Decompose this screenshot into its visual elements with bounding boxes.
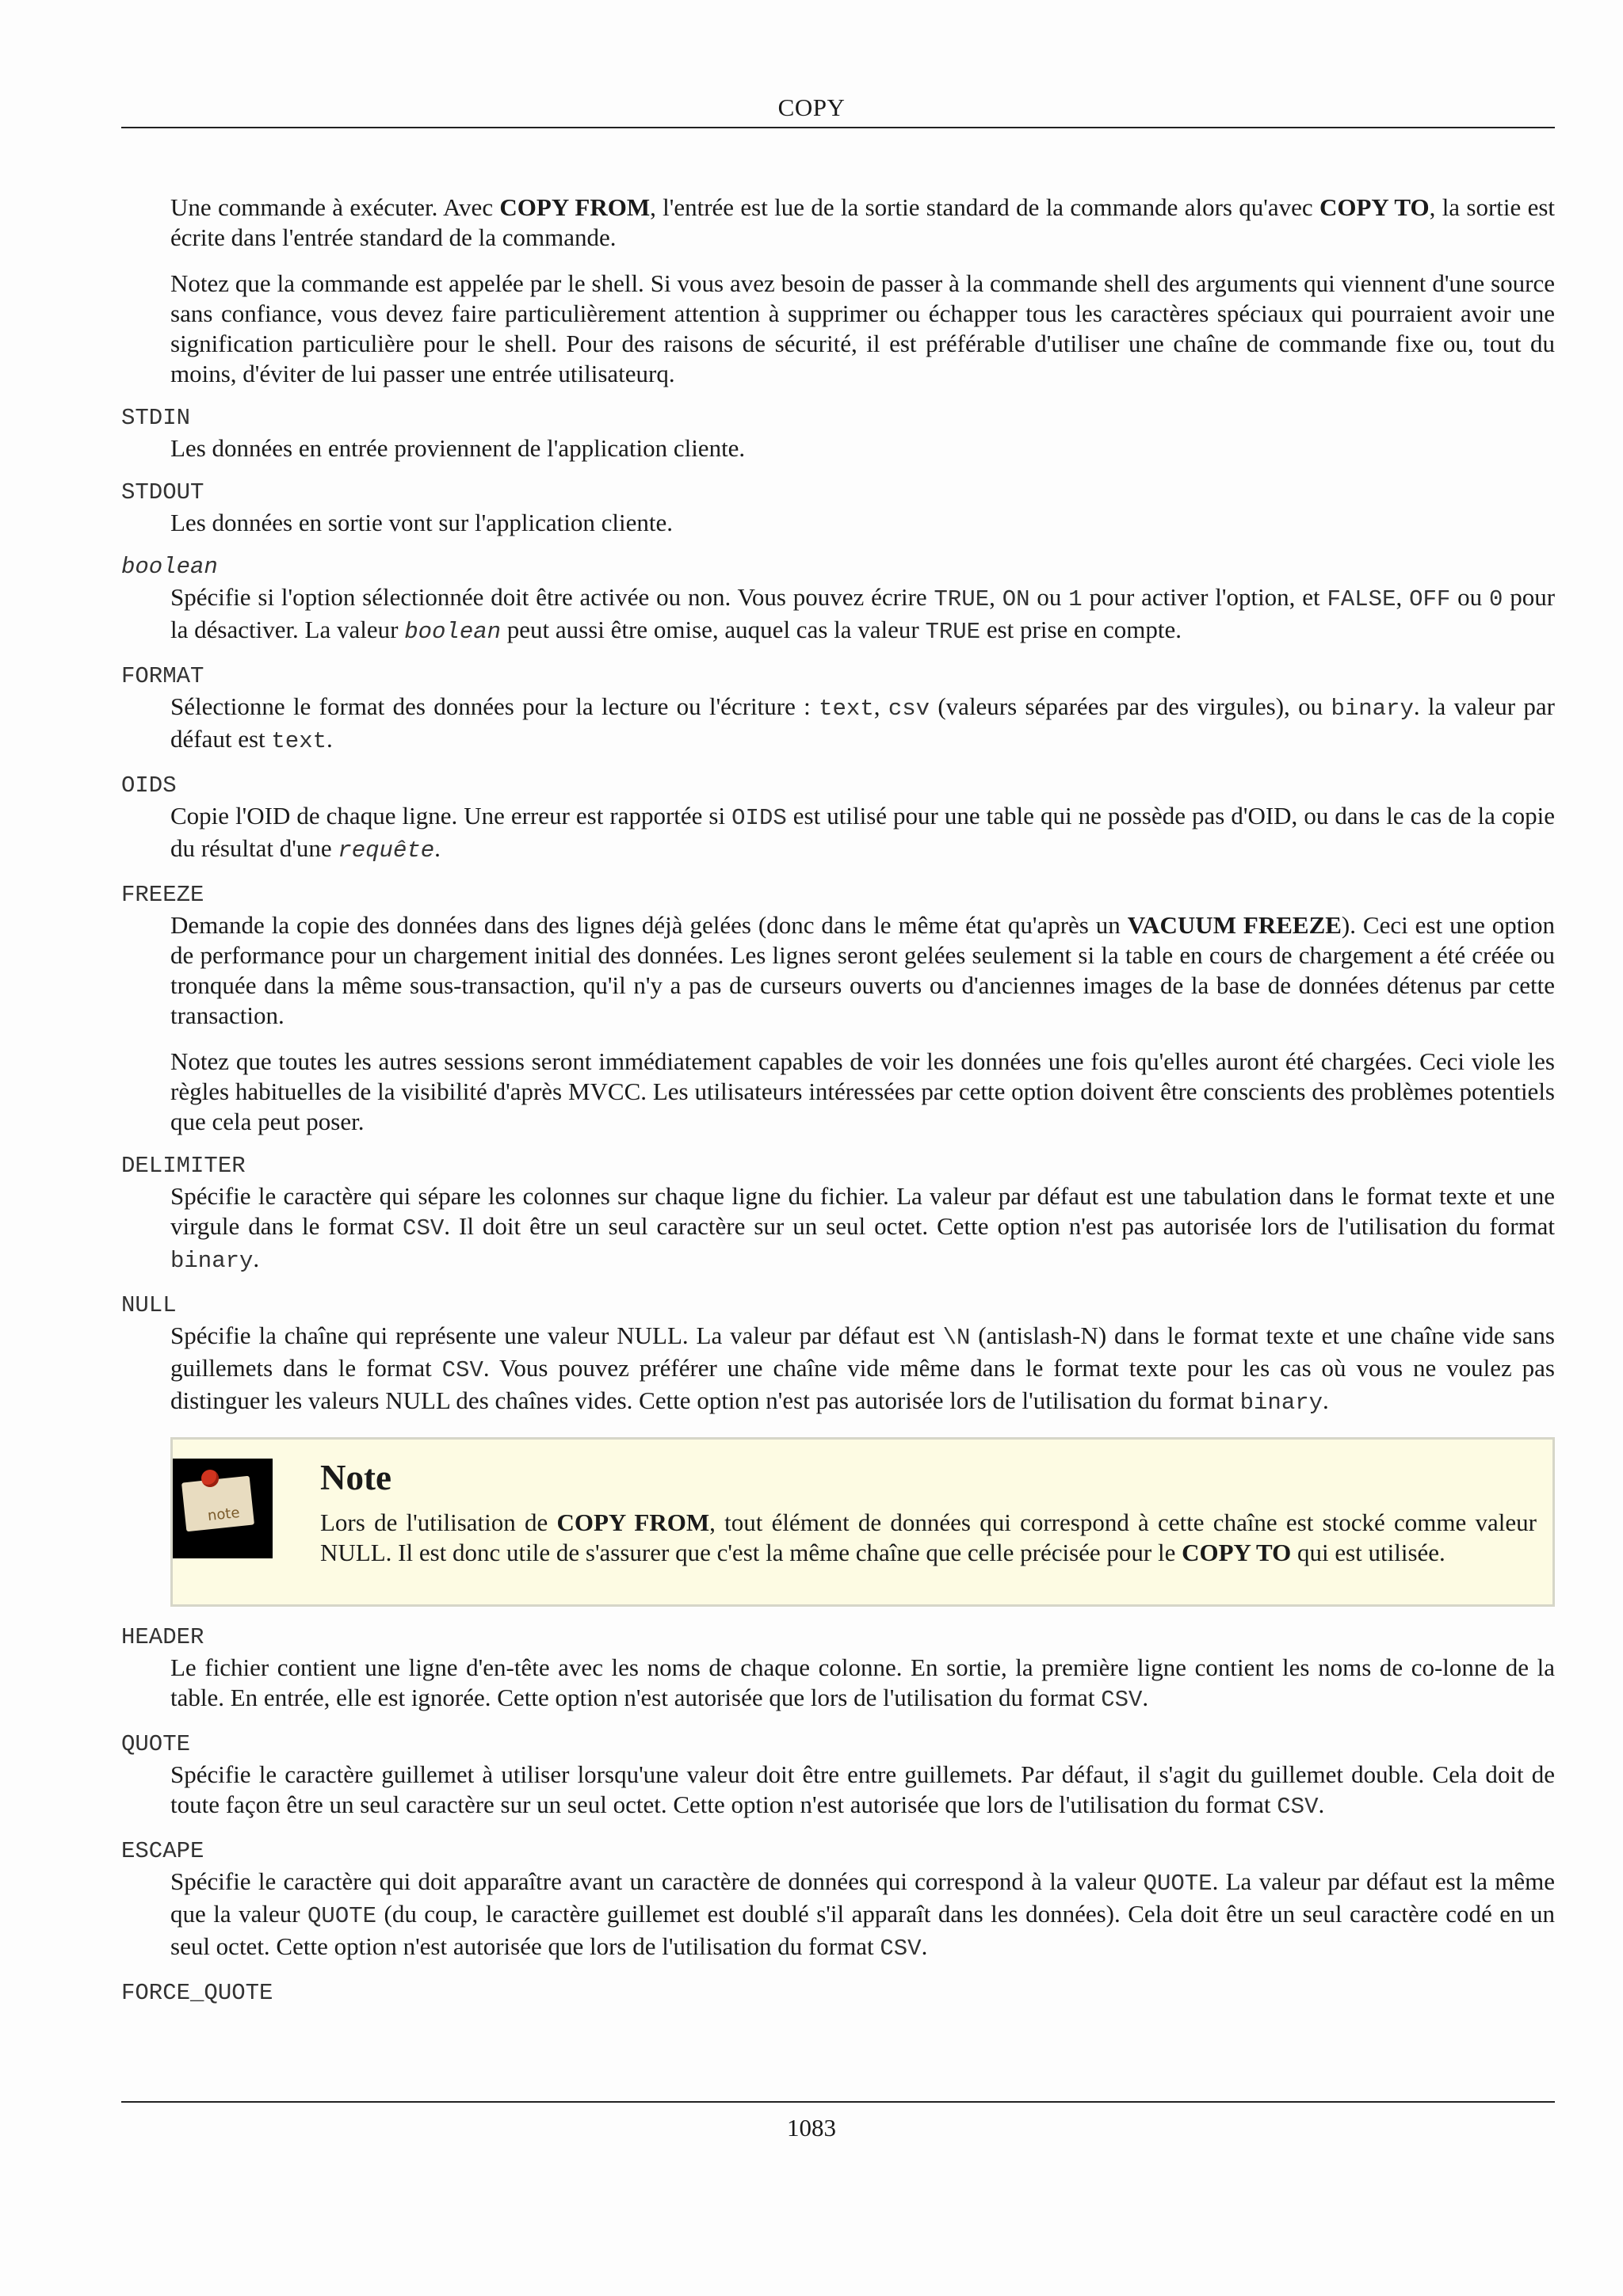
term-stdin: STDIN xyxy=(121,405,191,431)
desc-format: Sélectionne le format des données pour la lecture ou l'écriture : text, csv (valeurs séparées par des virgules), ou binary. la valeur par défaut est text. xyxy=(170,692,1555,754)
note-icon-label: note xyxy=(206,1504,241,1525)
header-rule xyxy=(121,127,1555,128)
desc-freeze-2: Notez que toutes les autres sessions seront immédiatement capables de voir les données une fois qu'elles auront été chargées. Ceci viole les règles habituelles de la visibilité d'après MVCC. Les utilisateurs intéressées par cette option doivent être conscients des problèmes potentiels que cela peut poser. xyxy=(170,1047,1555,1135)
intro-paragraph-1: Une commande à exécuter. Avec COPY FROM, l'entrée est lue de la sortie standard de la commande alors qu'avec COPY TO, la sortie est écrite dans l'entrée standard de la commande. xyxy=(170,193,1556,251)
note-box xyxy=(170,1437,1555,1607)
desc-oids: Copie l'OID de chaque ligne. Une erreur est rapportée si OIDS est utilisé pour une table qui ne possède pas d'OID, ou dans le cas de la copie du résultat d'une requête. xyxy=(170,802,1556,864)
pushpin-icon xyxy=(201,1470,219,1487)
running-header: COPY xyxy=(777,93,846,121)
term-oids: OIDS xyxy=(121,772,177,799)
desc-header: Le fichier contient une ligne d'en-tête avec les noms de chaque colonne. En sortie, la première ligne contient les noms de co-lonne de la table. En entrée, elle est ignorée. Cette option n'est autorisée que lors de l'utilisation du format CSV. xyxy=(170,1653,1555,1713)
desc-stdout: Les données en sortie vont sur l'application cliente. xyxy=(170,509,674,536)
term-null: NULL xyxy=(121,1292,177,1318)
note-title: Note xyxy=(320,1458,391,1497)
term-escape: ESCAPE xyxy=(121,1838,204,1864)
note-icon xyxy=(173,1459,273,1558)
term-force-quote: FORCE_QUOTE xyxy=(121,1980,273,2006)
document-body xyxy=(121,193,1555,2008)
desc-escape: Spécifie le caractère qui doit apparaître avant un caractère de données qui correspond à la valeur QUOTE. La valeur par défaut est la même que la valeur QUOTE (du coup, le caractère guillemet est doublé s'il apparaît dans les données). Cela doit être un seul caractère codé en un seul octet. Cette option n'est autorisée que lors de l'utilisation du format CSV. xyxy=(170,1867,1556,1962)
footer-rule xyxy=(121,2101,1555,2103)
desc-boolean: Spécifie si l'option sélectionnée doit être activée ou non. Vous pouvez écrire TRUE, ON ou 1 pour activer l'option, et FALSE, OFF ou 0 pour la désactiver. La valeur boolean peut aussi être omise, auquel cas la valeur TRUE est prise en compte. xyxy=(170,583,1556,645)
term-freeze: FREEZE xyxy=(121,882,204,908)
term-stdout: STDOUT xyxy=(121,479,204,505)
page-number: 1083 xyxy=(787,2114,836,2142)
term-header: HEADER xyxy=(121,1624,204,1650)
term-delimiter: DELIMITER xyxy=(121,1153,246,1179)
term-boolean: boolean xyxy=(121,554,218,580)
desc-delimiter: Spécifie le caractère qui sépare les colonnes sur chaque ligne du fichier. La valeur par défaut est une tabulation dans le format texte et une virgule dans le format CSV. Il doit être un seul caractère sur un seul octet. Cette option n'est pas autorisée lors de l'utilisation du format binary. xyxy=(170,1182,1556,1274)
desc-null: Spécifie la chaîne qui représente une valeur NULL. La valeur par défaut est \N (antislash-N) dans le format texte et une chaîne vide sans guillemets dans le format CSV. Vous pouvez préférer une chaîne vide même dans le format texte pour les cas où vous ne voulez pas distinguer les valeurs NULL des chaînes vides. Cette option n'est pas autorisée lors de l'utilisation du format binary. xyxy=(170,1322,1555,1416)
intro-paragraph-2: Notez que la commande est appelée par le shell. Si vous avez besoin de passer à la commande shell des arguments qui viennent d'une source sans confiance, vous devez faire particulièrement attention à supprimer ou échapper tous les caractères spéciaux qui pourraient avoir une signification particulière pour le shell. Pour des raisons de sécurité, il est préférable d'utiliser une chaîne de commande fixe ou, tout du moins, d'éviter de lui passer une entrée utilisateurq. xyxy=(170,269,1555,387)
term-quote: QUOTE xyxy=(121,1731,191,1757)
desc-stdin: Les données en entrée proviennent de l'application cliente. xyxy=(170,434,746,462)
term-format: FORMAT xyxy=(121,663,204,689)
note-text: Lors de l'utilisation de COPY FROM, tout élément de données qui correspond à cette chaîne est stocké comme valeur NULL. Il est donc utile de s'assurer que c'est la même chaîne que celle précisée pour le COPY TO qui est utilisée. xyxy=(320,1508,1537,1566)
desc-quote: Spécifie le caractère guillemet à utiliser lorsqu'une valeur doit être entre guillemets. Par défaut, il s'agit du guillemet double. Cela doit de toute façon être un seul caractère sur un seul octet. Cette option n'est autorisée que lors de l'utilisation du format CSV. xyxy=(170,1760,1555,1820)
desc-freeze-1: Demande la copie des données dans des lignes déjà gelées (donc dans le même état qu'après un VACUUM FREEZE). Ceci est une option de performance pour un chargement initial des données. Les lignes seront gelées seulement si la table en cours de chargement a été créée ou tronquée dans la même sous-transaction, qu'il n'y a pas de curseurs ouverts ou d'anciennes images de la base de données détenus par cette transaction. xyxy=(170,911,1555,1029)
